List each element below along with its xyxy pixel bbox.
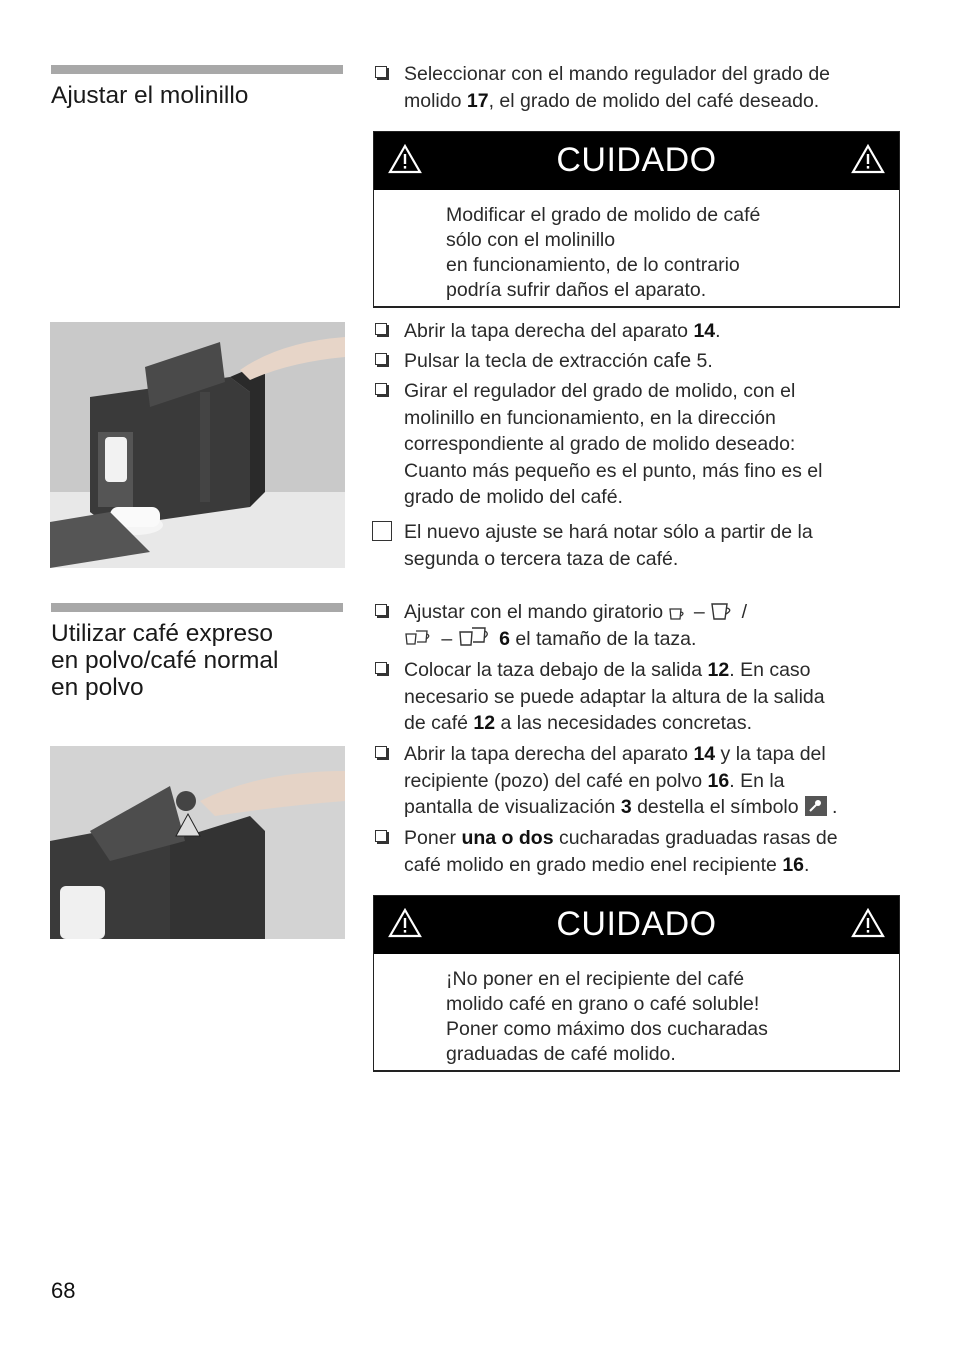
warning-title: CUIDADO bbox=[556, 141, 717, 179]
warning-box bbox=[373, 131, 900, 308]
checkbox-bullet-icon bbox=[375, 662, 387, 674]
large-cup-icon bbox=[710, 601, 736, 621]
section-rule bbox=[51, 65, 343, 74]
two-small-cups-icon bbox=[404, 628, 436, 648]
page-number: 68 bbox=[51, 1278, 76, 1303]
warning-box bbox=[373, 895, 900, 1072]
small-cup-icon bbox=[668, 605, 688, 621]
warning-triangle-icon bbox=[851, 144, 885, 174]
warning-triangle-icon bbox=[851, 908, 885, 938]
photo-grinder-adjustment bbox=[50, 322, 345, 568]
checkbox-bullet-icon bbox=[375, 746, 387, 758]
section-heading-grinder: Ajustar el molinillo bbox=[51, 82, 249, 109]
warning-text: Modificar el grado de molido de café sólo con el molinillo en funcionamiento, de lo contrario podría sufrir daños el aparato. bbox=[446, 204, 761, 301]
warning-header bbox=[374, 132, 899, 190]
warning-title: CUIDADO bbox=[556, 905, 717, 943]
two-large-cups-icon bbox=[458, 626, 494, 648]
note-box-icon bbox=[372, 521, 392, 541]
checkbox-bullet-icon bbox=[375, 383, 387, 395]
key-label: cafe bbox=[653, 350, 692, 372]
checkbox-bullet-icon bbox=[375, 830, 387, 842]
checkbox-bullet-icon bbox=[375, 353, 387, 365]
ground-coffee-symbol-icon bbox=[805, 796, 827, 816]
warning-header bbox=[374, 896, 899, 954]
section-rule bbox=[51, 603, 343, 612]
photo-ground-coffee-filling bbox=[50, 746, 345, 939]
checkbox-bullet-icon bbox=[375, 604, 387, 616]
section-heading-ground-coffee: Utilizar café expreso en polvo/café normal en polvo bbox=[51, 620, 279, 701]
checkbox-bullet-icon bbox=[375, 66, 387, 78]
checkbox-bullet-icon bbox=[375, 323, 387, 335]
warning-text: ¡No poner en el recipiente del café molido café en grano o café soluble! Poner como máximo dos cucharadas graduadas de café molido. bbox=[446, 968, 768, 1065]
